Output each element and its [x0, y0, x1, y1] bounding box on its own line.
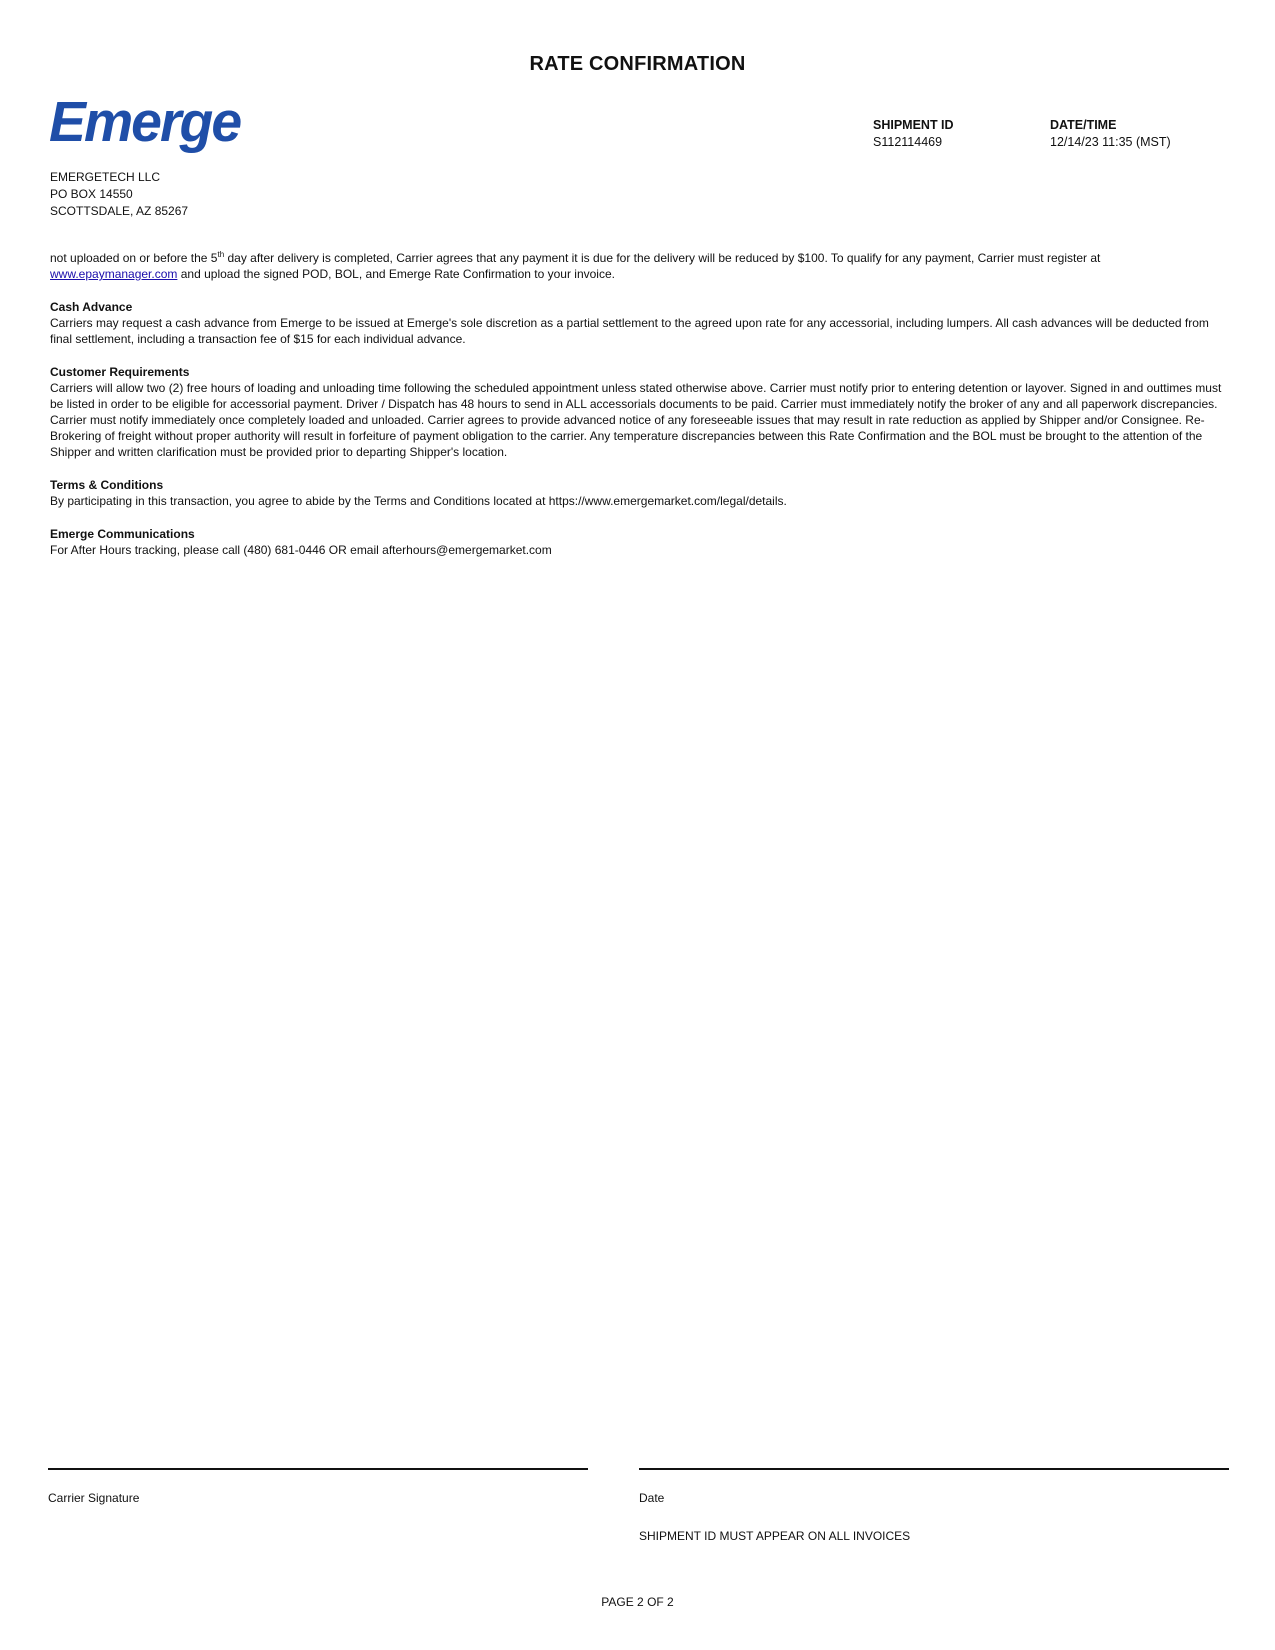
cash-advance-body: Carriers may request a cash advance from Emerge to be issued at Emerge's sole discretion as a partial settlement to the agreed upon rate for any accessorial, including lumpers. All cash advances will be deducted from final settlement, including a transaction fee of $15 for each individual advance. — [50, 316, 1209, 346]
customer-requirements-section — [50, 364, 1225, 460]
communications-section — [50, 526, 1225, 558]
datetime-label: DATE/TIME — [1050, 118, 1117, 132]
datetime-value: 12/14/23 11:35 (MST) — [1050, 135, 1171, 149]
shipment-id-block — [873, 117, 954, 151]
document-title: RATE CONFIRMATION — [529, 53, 746, 75]
address-po-box: PO BOX 14550 — [50, 187, 133, 201]
intro-text-start: not uploaded on or before the 5 — [50, 251, 218, 265]
shipment-id-value: S112114469 — [873, 135, 943, 149]
customer-requirements-body: Carriers will allow two (2) free hours of loading and unloading time following the scheduled appointment unless stated otherwise above. Carrier must notify prior to entering detention or layover. Signed in and outtimes must be listed in order to be eligible for accessorial payment. Driver / Dispatch has 48 hours to send in ALL accessorials documents to be paid. Carrier must immediately notify the broker of any and all paperwork discrepancies. Carrier must notify immediately once completely loaded and unloaded. Carrier agrees to provide advanced notice of any foreseeable issues that may result in rate reduction as applied by Shipper and/or Consignee. Re-Brokering of freight without proper authority will result in forfeiture of payment obligation to the carrier. Any temperature discrepancies between this Rate Confirmation and the BOL must be brought to the attention of the Shipper and written clarification must be provided prior to departing Shipper's location. — [50, 381, 1222, 459]
date-label: Date — [639, 1491, 665, 1505]
document-body — [50, 250, 1225, 558]
communications-body: For After Hours tracking, please call (480) 681-0446 OR email afterhours@emergemarket.com — [50, 543, 552, 557]
terms-heading: Terms & Conditions — [50, 478, 164, 492]
intro-paragraph — [50, 250, 1225, 282]
datetime-block — [1050, 117, 1171, 151]
epaymanager-link[interactable]: www.epaymanager.com — [50, 267, 178, 281]
carrier-signature-line[interactable] — [48, 1468, 588, 1470]
address-company: EMERGETECH LLC — [50, 170, 161, 184]
address-city-state-zip: SCOTTSDALE, AZ 85267 — [50, 204, 189, 218]
emerge-logo: Emerge — [49, 90, 241, 154]
cash-advance-section — [50, 299, 1225, 347]
date-signature-line[interactable] — [639, 1468, 1229, 1470]
communications-heading: Emerge Communications — [50, 527, 195, 541]
intro-superscript: th — [217, 250, 225, 259]
cash-advance-heading: Cash Advance — [50, 300, 133, 314]
terms-body: By participating in this transaction, you agree to abide by the Terms and Conditions located at https://www.emergemarket.com/legal/details. — [50, 494, 787, 508]
shipment-id-label: SHIPMENT ID — [873, 118, 954, 132]
intro-text-middle: day after delivery is completed, Carrier agrees that any payment it is due for the delivery will be reduced by $100. To qualify for any payment, Carrier must register at — [224, 251, 1101, 265]
terms-section — [50, 477, 1225, 509]
company-address — [50, 169, 188, 220]
page-number: PAGE 2 OF 2 — [601, 1595, 674, 1609]
intro-text-end: and upload the signed POD, BOL, and Emerge Rate Confirmation to your invoice. — [177, 267, 615, 281]
invoice-notice: SHIPMENT ID MUST APPEAR ON ALL INVOICES — [639, 1529, 911, 1543]
customer-requirements-heading: Customer Requirements — [50, 365, 190, 379]
carrier-signature-label: Carrier Signature — [48, 1491, 140, 1505]
